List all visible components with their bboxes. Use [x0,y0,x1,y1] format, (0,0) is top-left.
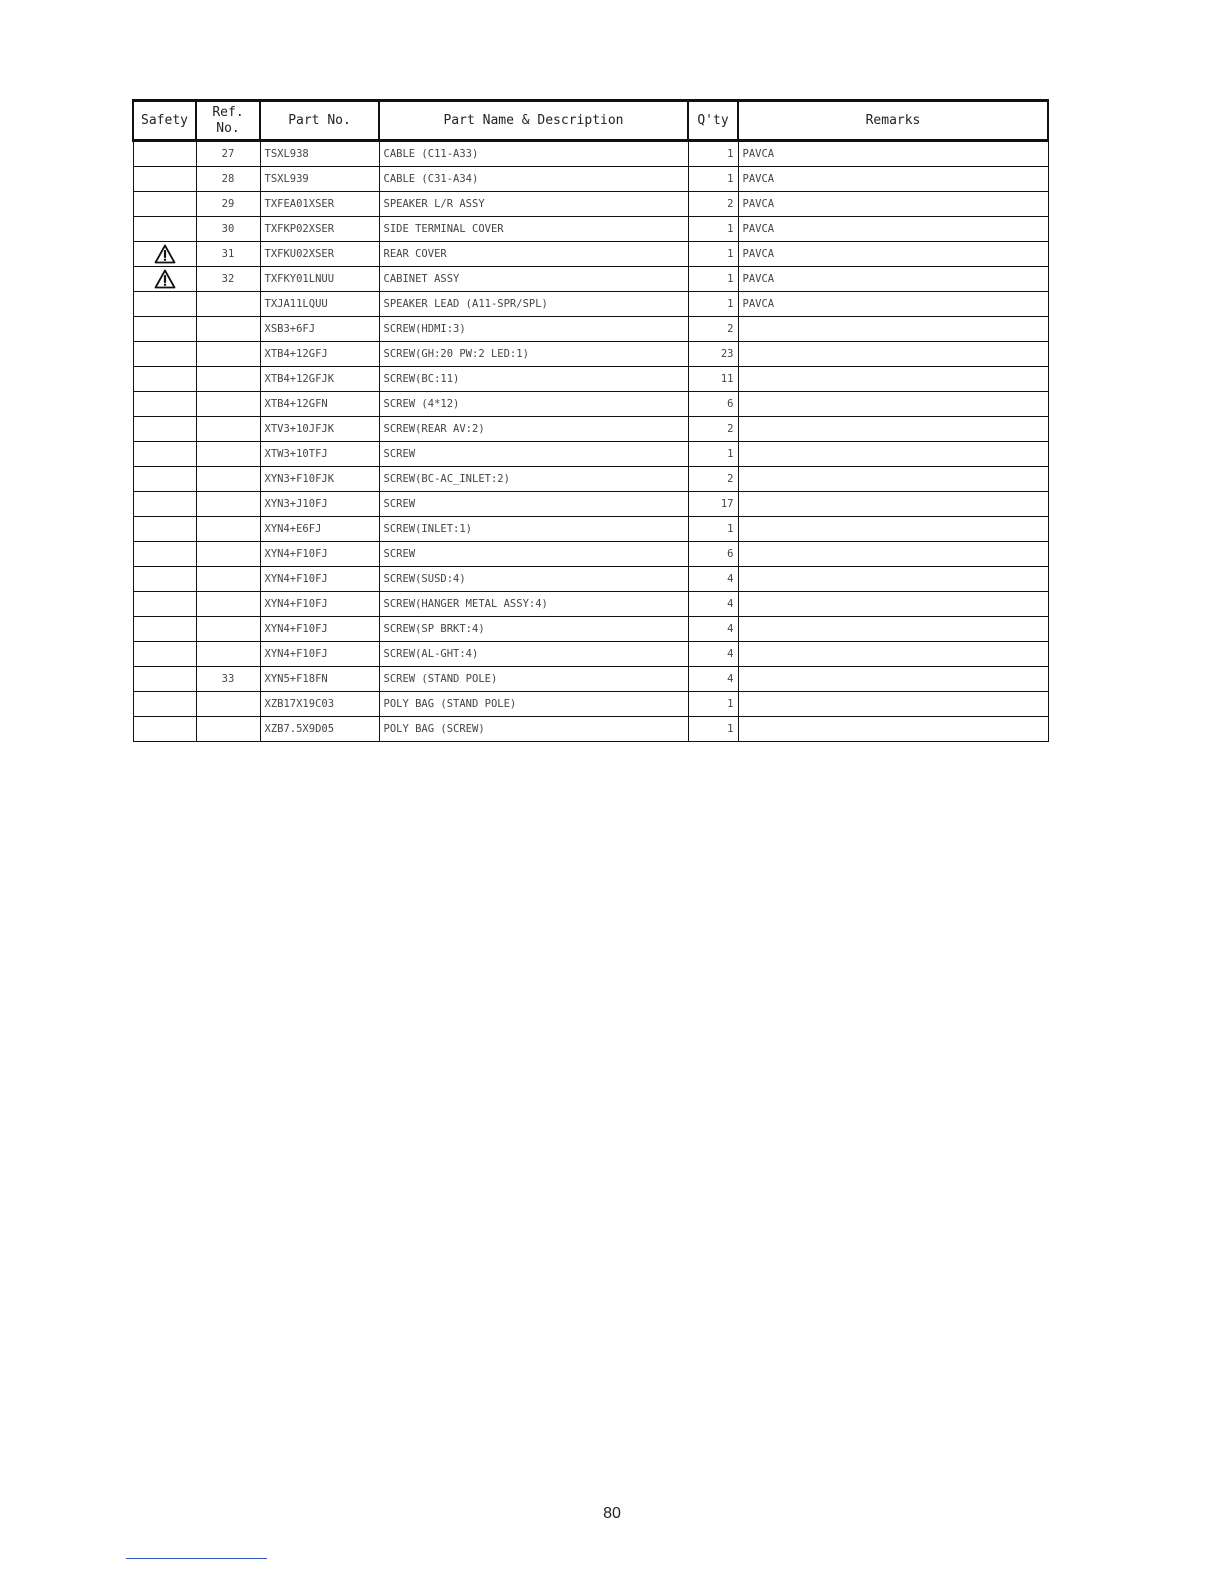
cell-ref-no [196,542,260,567]
cell-part-no: XYN4+F10FJ [260,642,379,667]
table-row [133,492,1048,517]
cell-ref-no [196,692,260,717]
cell-part-no: TXJA11LQUU [260,292,379,317]
cell-part-name: SCREW(REAR AV:2) [379,417,688,442]
cell-safety [133,367,196,392]
table-row [133,242,1048,267]
cell-qty: 1 [688,292,738,317]
table-row [133,567,1048,592]
cell-safety [133,192,196,217]
parts-list-table [132,99,1049,742]
cell-remarks [738,342,1048,367]
cell-ref-no [196,467,260,492]
cell-ref-no [196,317,260,342]
cell-ref-no [196,642,260,667]
cell-part-no: XTW3+10TFJ [260,442,379,467]
cell-part-name: SCREW(INLET:1) [379,517,688,542]
cell-part-name: SCREW(SUSD:4) [379,567,688,592]
cell-remarks [738,542,1048,567]
footer-rule [126,1558,267,1559]
table-row [133,317,1048,342]
cell-ref-no [196,417,260,442]
cell-qty: 6 [688,392,738,417]
cell-remarks: PAVCA [738,217,1048,242]
cell-safety [133,567,196,592]
cell-safety [133,717,196,742]
cell-part-no: XYN4+F10FJ [260,617,379,642]
cell-safety [133,392,196,417]
warning-triangle-icon [154,244,176,264]
cell-ref-no [196,442,260,467]
cell-safety [133,417,196,442]
cell-remarks [738,367,1048,392]
cell-remarks [738,492,1048,517]
cell-part-name: SCREW [379,542,688,567]
cell-remarks: PAVCA [738,267,1048,292]
cell-remarks: PAVCA [738,292,1048,317]
cell-remarks [738,667,1048,692]
table-row [133,642,1048,667]
cell-part-name: SCREW(HDMI:3) [379,317,688,342]
cell-remarks [738,617,1048,642]
cell-qty: 1 [688,517,738,542]
cell-part-name: SCREW(SP BRKT:4) [379,617,688,642]
table-row [133,392,1048,417]
cell-qty: 4 [688,642,738,667]
cell-safety [133,342,196,367]
cell-part-no: XTB4+12GFJK [260,367,379,392]
table-row [133,167,1048,192]
table-row [133,367,1048,392]
cell-qty: 1 [688,267,738,292]
cell-safety [133,267,196,292]
cell-remarks [738,442,1048,467]
header-part-name: Part Name & Description [379,101,688,141]
cell-safety [133,642,196,667]
cell-part-no: XYN4+F10FJ [260,542,379,567]
header-part-no: Part No. [260,101,379,141]
cell-safety [133,292,196,317]
cell-part-no: XZB7.5X9D05 [260,717,379,742]
header-remarks: Remarks [738,101,1048,141]
cell-part-no: XTV3+10JFJK [260,417,379,442]
cell-part-name: CABLE (C11-A33) [379,141,688,167]
cell-part-no: XYN3+F10FJK [260,467,379,492]
cell-ref-no [196,617,260,642]
cell-safety [133,517,196,542]
cell-remarks [738,417,1048,442]
cell-qty: 23 [688,342,738,367]
cell-ref-no [196,342,260,367]
cell-part-name: SCREW [379,442,688,467]
cell-qty: 1 [688,167,738,192]
table-row [133,517,1048,542]
cell-part-no: TSXL938 [260,141,379,167]
cell-part-no: XYN3+J10FJ [260,492,379,517]
cell-safety [133,442,196,467]
cell-qty: 4 [688,592,738,617]
header-ref-line1: Ref. [212,104,244,120]
cell-ref-no: 27 [196,141,260,167]
cell-safety [133,317,196,342]
header-ref-no [196,101,260,141]
warning-triangle-icon [154,269,176,289]
cell-part-name: SCREW (STAND POLE) [379,667,688,692]
table-row [133,692,1048,717]
cell-safety [133,141,196,167]
cell-part-name: SPEAKER LEAD (A11-SPR/SPL) [379,292,688,317]
cell-part-name: SCREW [379,492,688,517]
cell-safety [133,617,196,642]
cell-part-no: XYN5+F18FN [260,667,379,692]
cell-part-name: POLY BAG (STAND POLE) [379,692,688,717]
cell-ref-no: 29 [196,192,260,217]
table-row [133,417,1048,442]
cell-qty: 4 [688,617,738,642]
cell-qty: 11 [688,367,738,392]
cell-ref-no: 31 [196,242,260,267]
cell-remarks: PAVCA [738,167,1048,192]
cell-ref-no [196,367,260,392]
cell-part-name: SCREW(GH:20 PW:2 LED:1) [379,342,688,367]
cell-qty: 1 [688,242,738,267]
cell-safety [133,592,196,617]
cell-part-name: REAR COVER [379,242,688,267]
table-body [133,141,1048,742]
cell-part-no: XYN4+F10FJ [260,567,379,592]
cell-remarks [738,717,1048,742]
table-row [133,617,1048,642]
table-row [133,717,1048,742]
cell-part-name: SIDE TERMINAL COVER [379,217,688,242]
cell-safety [133,492,196,517]
cell-qty: 2 [688,467,738,492]
cell-remarks: PAVCA [738,192,1048,217]
cell-part-name: SCREW(BC-AC_INLET:2) [379,467,688,492]
cell-safety [133,542,196,567]
cell-part-name: SCREW(HANGER METAL ASSY:4) [379,592,688,617]
cell-ref-no [196,567,260,592]
cell-ref-no [196,492,260,517]
table-row [133,192,1048,217]
cell-qty: 2 [688,317,738,342]
cell-part-no: TSXL939 [260,167,379,192]
cell-qty: 1 [688,217,738,242]
cell-ref-no [196,392,260,417]
cell-part-name: CABINET ASSY [379,267,688,292]
cell-part-no: XTB4+12GFJ [260,342,379,367]
table-row [133,667,1048,692]
table-row [133,542,1048,567]
table-row [133,342,1048,367]
cell-qty: 4 [688,667,738,692]
cell-remarks [738,592,1048,617]
cell-qty: 6 [688,542,738,567]
cell-ref-no: 32 [196,267,260,292]
cell-safety [133,217,196,242]
cell-remarks [738,567,1048,592]
table-row [133,141,1048,167]
cell-remarks: PAVCA [738,141,1048,167]
cell-safety [133,467,196,492]
cell-qty: 1 [688,141,738,167]
cell-remarks [738,692,1048,717]
cell-qty: 1 [688,717,738,742]
cell-part-no: XSB3+6FJ [260,317,379,342]
cell-remarks: PAVCA [738,242,1048,267]
cell-remarks [738,642,1048,667]
header-qty: Q'ty [688,101,738,141]
cell-ref-no: 33 [196,667,260,692]
cell-qty: 4 [688,567,738,592]
cell-remarks [738,517,1048,542]
cell-part-no: XZB17X19C03 [260,692,379,717]
cell-ref-no: 30 [196,217,260,242]
cell-safety [133,667,196,692]
cell-part-name: SPEAKER L/R ASSY [379,192,688,217]
cell-part-no: XTB4+12GFN [260,392,379,417]
cell-qty: 1 [688,692,738,717]
cell-remarks [738,467,1048,492]
cell-ref-no [196,292,260,317]
header-safety: Safety [133,101,196,141]
cell-qty: 17 [688,492,738,517]
cell-safety [133,242,196,267]
cell-part-no: TXFKU02XSER [260,242,379,267]
cell-safety [133,167,196,192]
cell-remarks [738,392,1048,417]
cell-ref-no: 28 [196,167,260,192]
cell-part-no: TXFEA01XSER [260,192,379,217]
cell-ref-no [196,517,260,542]
table-row [133,217,1048,242]
cell-part-no: TXFKP02XSER [260,217,379,242]
page-number: 80 [603,1505,621,1522]
cell-part-no: XYN4+F10FJ [260,592,379,617]
cell-part-no: XYN4+E6FJ [260,517,379,542]
cell-qty: 2 [688,417,738,442]
cell-part-no: TXFKY01LNUU [260,267,379,292]
table-header-row [133,101,1048,141]
cell-part-name: SCREW(BC:11) [379,367,688,392]
header-ref-line2: No. [216,120,240,136]
cell-part-name: SCREW(AL-GHT:4) [379,642,688,667]
cell-remarks [738,317,1048,342]
cell-part-name: CABLE (C31-A34) [379,167,688,192]
cell-safety [133,692,196,717]
table-row [133,292,1048,317]
table-row [133,267,1048,292]
cell-part-name: POLY BAG (SCREW) [379,717,688,742]
cell-qty: 1 [688,442,738,467]
cell-qty: 2 [688,192,738,217]
table-row [133,467,1048,492]
table-row [133,442,1048,467]
table-row [133,592,1048,617]
cell-part-name: SCREW (4*12) [379,392,688,417]
cell-ref-no [196,717,260,742]
cell-ref-no [196,592,260,617]
